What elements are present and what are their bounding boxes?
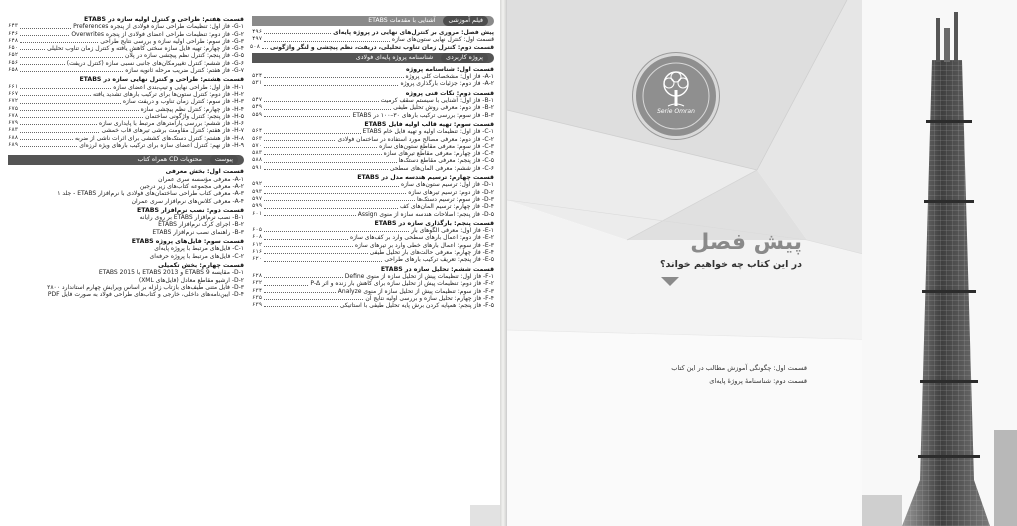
toc-page-number: ۶۵۶ [8,59,19,66]
triangle-marker-icon [661,277,679,286]
toc-entry [8,38,244,45]
toc-page-number: ۶۷۵ [8,105,19,112]
toc-entry [8,120,244,127]
logo-text: Serie Omran [657,108,695,115]
toc-section-heading: قسمت سوم: فایل‌های پروژه ETABS [131,238,244,246]
section-band-project [252,53,494,63]
toc-page-number: ۶۷۹ [8,120,19,127]
toc-entry [252,234,494,241]
toc-leader-dots [264,186,399,187]
toc-leader-dots [264,277,343,278]
appendix-entry: A-۱- معرفی مؤسسه سری عمران [158,175,244,183]
toc-entry [252,128,494,135]
toc-entry-title: G-۲- فاز دوم: تنظیمات طراحی اعضای فولادی از پنجره Overwrites [71,30,244,38]
appendix-entry: C-۱- فایل‌های مرتبط با پروژه پایه‌ای [154,245,244,253]
toc-entry-title: B-۱- فاز اول: آشنایی با سیستم سقف کرمیت [380,97,494,105]
toc-leader-dots [264,154,381,155]
tree-logo-icon [636,56,716,136]
toc-entry-title: C-۳- فاز سوم: معرفی مقاطع ستون‌های سازه [379,142,494,150]
toc-leader-dots [264,253,368,254]
toc-page-number: ۶۶۷ [8,90,19,97]
toc-page-number: ۶۲۸ [252,272,263,279]
toc-leader-dots [264,261,382,262]
toc-page-number: ۵۷۰ [252,142,263,149]
band-tag: پیوست [210,155,238,165]
toc-entry [252,203,494,210]
appendix-entry: B-۳- راهنمای نصب نرم‌افزار ETABS [152,228,244,236]
toc-page-number: ۶۵۸ [8,67,19,74]
toc-leader-dots [264,101,378,102]
toc-entry [8,67,244,74]
toc-entry-title: F-۳- فاز سوم: تنظیمات پیش از تحلیل سازه از منوی Analyze [337,287,494,295]
toc-page-number: ۶۵۰ [8,45,19,52]
toc-page-number: ۶۶۱ [8,83,19,90]
toc-entry [252,302,494,309]
toc-leader-dots [20,139,73,140]
toc-entry-title: H-۳- فاز سوم: کنترل زمان تناوب و دریفت سازه [122,98,244,106]
toc-page-number: ۶۰۵ [252,227,263,234]
toc-leader-dots [264,208,398,209]
toc-page-number: ۶۴۳ [8,23,19,30]
toc-entry [8,135,244,142]
toc-entry [8,52,244,59]
toc-entry [252,143,494,150]
skyscraper-photo [862,0,1017,526]
page-fold [470,505,500,526]
toc-entry [8,91,244,98]
toc-entry-title: H-۲- فاز دوم: کنترل ستون‌ها برای ترکیب بارهای تشدید یافته [93,90,244,98]
toc-entry-title: H-۷- فاز هفتم: کنترل مقاومت برشی تیرهای قاب خمشی [101,127,244,135]
toc-page-number: ۶۰۸ [252,234,263,241]
section-band-appendix [8,155,244,165]
appendix-entry: D-۳- فایل متنی طیف‌های بازتاب زلزله بر اساس ویرایش چهارم استاندارد ۲۸۰۰ [47,283,244,291]
toc-page-number: ۴۹۷ [252,36,263,43]
toc-entry [252,249,494,256]
toc-entry-title: C-۱- فاز اول: تنظیمات اولیه و تهیه فایل خام ETABS [362,128,494,136]
toc-entry-title: E-۵- فاز پنجم: تعریف ترکیب بارهای طراحی [384,256,494,264]
appendix-entry: A-۴- معرفی کلاس‌های نرم‌افزار سری عمران [131,197,244,205]
toc-section-heading: قسمت چهارم: بخش تکمیلی [158,261,244,269]
toc-entry [8,31,244,38]
appendix-entry: D-۱- مقایسه ETABS 9 و ETABS 2013 با ETABS 2015 [98,269,244,277]
toc-page-number: ۶۸۸ [8,134,19,141]
chapter-part-2: قسمت دوم: شناسنامهٔ پروژهٔ پایه‌ای [709,377,807,385]
toc-page-number: ۶۱۶ [252,249,263,256]
toc-leader-dots [264,169,388,170]
toc-entry [252,242,494,249]
toc-entry-title: C-۵- فاز پنجم: معرفی مقاطع دستک‌ها [398,157,494,165]
toc-leader-dots [264,140,335,141]
toc-leader-dots [264,33,331,34]
toc-sections-left [8,16,244,149]
toc-leader-dots [264,231,409,232]
toc-leader-dots [20,103,121,104]
toc-entry [8,23,244,30]
band-label: محتویات CD همراه کتاب [137,156,202,164]
toc-page-number: ۵۸۳ [252,150,263,157]
toc-leader-dots [20,124,97,125]
toc-page-number: ۵۰۸ [249,43,260,50]
chapter-parts [567,362,807,388]
toc-page-number: ۵۴۹ [252,104,263,111]
toc-entry [252,150,494,157]
toc-page-number: ۶۵۲ [8,52,19,59]
toc-entry-title: G-۵- فاز پنجم: کنترل نظم پیچشی سازه در پلان [125,52,244,60]
toc-entry [252,211,494,218]
toc-page-number: ۵۹۷ [252,195,263,202]
toc-sections-right [252,66,494,310]
toc-entry-title: B-۲- فاز دوم: معرفی روش تحلیل طیفی [393,104,494,112]
toc-page-number: ۶۳۵ [252,294,263,301]
toc-page-number: ۵۶۳ [252,135,263,142]
toc-leader-dots [20,35,69,36]
toc-entry-title: E-۳- فاز سوم: اعمال بارهای خطی وارد بر تیرهای سازه [354,241,494,249]
toc-leader-dots [20,95,91,96]
toc-leader-dots [264,239,348,240]
toc-entry [252,80,494,87]
toc-entry-title: G-۳- فاز سوم: طراحی اولیه سازه و بررسی نتایج طراحی [100,37,244,45]
toc-entry [252,189,494,196]
toc-page-number: ۵۲۴ [252,73,263,80]
toc-entry [8,127,244,134]
toc-leader-dots [264,41,390,42]
toc-page-number: ۶۴۸ [8,37,19,44]
toc-entry [8,106,244,113]
appendix-entry: D-۲- ارشیو مقاطع معادل (فایل‌های XML) [138,276,244,284]
chapter-part-1: قسمت اول: چگونگی آموزش مطالب در این کتاب [671,364,807,372]
toc-page-number: ۵۳۱ [252,80,263,87]
toc-entry-title: B-۳- فاز سوم: بررسی ترکیب بارهای ۳۰–۱۰۰ در ETABS [352,111,494,119]
toc-group-intro [249,29,494,51]
toc-entry [8,142,244,149]
toc-entry-title: F-۲- فاز دوم: تنظیمات پیش از تحلیل سازه برای کاهش بار زنده و اثر P-Δ [310,280,494,288]
toc-leader-dots [264,85,398,86]
toc-leader-dots [264,306,338,307]
toc-entry-title: E-۲- فاز دوم: اعمال بارهای سطحی وارد بر کف‌های سازه [350,234,494,242]
toc-entry [252,29,494,36]
toc-entry-title: A-۱- فاز اول: مشخصات کلی پروژه [405,73,494,81]
toc-page-number: ۶۱۲ [252,241,263,248]
toc-leader-dots [264,162,396,163]
band-label: شناسنامه پروژه پایه‌ای فولادی [355,53,434,61]
toc-leader-dots [264,193,406,194]
toc-entry [252,280,494,287]
toc-leader-dots [264,200,415,201]
toc-entry [252,36,494,43]
toc-section-heading: قسمت چهارم: ترسیم هندسه مدل در ETABS [357,174,494,182]
toc-entry-title: H-۸- فاز هشتم: کنترل دستک‌های کششی برای اثرات ناشی از ضربه [74,134,244,142]
toc-leader-dots [264,292,336,293]
toc-right-column [249,14,494,310]
toc-leader-dots [20,117,143,118]
toc-leader-dots [264,285,308,286]
appendix-list [8,168,244,298]
toc-page-number: ۶۷۸ [8,112,19,119]
toc-leader-dots [20,71,123,72]
toc-section-heading: قسمت سوم: تهیه قالب اولیه فایل ETABS [364,120,494,128]
toc-section-heading: قسمت ششم: تحلیل سازه در ETABS [380,265,494,273]
toc-section-heading: قسمت دوم: نکات فنی پروژه [405,89,494,97]
toc-entry-title: پیش فصل: مروری بر کنترل‌های نهایی در پروژه پایه‌ای [333,29,494,36]
toc-entry [252,227,494,234]
band-tag: فیلم آموزشی [443,16,488,26]
appendix-entry: D-۴- آیین‌نامه‌های داخلی، خارجی و کتاب‌های طراحی فولاد به صورت فایل PDF [47,291,244,299]
toc-leader-dots [20,110,139,111]
toc-entry-title: F-۵- فاز پنجم: همپایه کردن برش پایه تحلیل طیفی با استاتیکی [339,302,494,310]
toc-entry [252,181,494,188]
toc-entry-title: H-۵- فاز پنجم: کنترل واژگونی ساختمان [145,112,244,120]
toc-section-heading: قسمت دوم: نصب نرم‌افزار ETABS [136,206,244,214]
toc-entry [8,45,244,52]
toc-entry-title: H-۱- فاز اول: طراحی نهایی و تیپ‌بندی اعضای سازه [113,83,244,91]
toc-leader-dots [264,147,377,148]
toc-entry-title: قسمت اول: کنترل نهایی ستون‌های سازه [391,36,494,44]
toc-entry [8,98,244,105]
toc-entry [252,256,494,263]
band-label: آشنایی با مقدمات ETABS [368,17,436,24]
toc-entry-title: H-۶- فاز ششم: بررسی پارامترهای مرتبط با پایداری سازه [99,120,244,128]
toc-leader-dots [264,109,391,110]
toc-entry [252,196,494,203]
toc-page-number: ۶۳۹ [252,302,263,309]
toc-entry-title: H-۴- فاز چهارم: کنترل نظم پیچشی سازه [140,105,244,113]
toc-entry-title: F-۴- فاز چهارم: تحلیل سازه و بررسی اولیه نتایج آن [365,294,494,302]
toc-leader-dots [20,42,98,43]
appendix-entry: B-۱- نصب نرم‌افزار ETABS بر روی رایانه [139,214,244,222]
toc-entry [249,43,494,51]
toc-leader-dots [20,132,99,133]
toc-leader-dots [264,299,363,300]
chapter-subtitle: در این کتاب چه خواهیم خواند؟ [660,259,802,270]
toc-entry [252,157,494,164]
toc-leader-dots [264,133,360,134]
toc-page-number: ۵۴۷ [252,97,263,104]
toc-page-number: ۴۹۶ [252,29,263,35]
toc-leader-dots [20,88,111,89]
toc-section-heading: قسمت پنجم: بارگذاری سازه در ETABS [374,219,494,227]
toc-page-number: ۶۷۲ [8,98,19,105]
toc-page-number: ۶۳۴ [252,287,263,294]
chapter-opener-page [506,0,1017,526]
toc-section-heading: قسمت هشتم: طراحی و کنترل نهایی سازه در ETABS [79,76,244,84]
appendix-entry: A-۲- معرفی مجموعه کتاب‌های زیر درجین [139,182,244,190]
appendix-entry: C-۲- فایل‌های مرتبط با پروژه حرفه‌ای [149,252,244,260]
toc-entry [252,112,494,119]
publisher-logo [633,53,719,139]
toc-left-column [8,14,244,298]
toc-entry [252,97,494,104]
toc-entry-title: G-۱- فاز اول: تنظیمات طراحی سازه فولادی از پنجره Preferences [73,23,244,31]
toc-entry [252,273,494,280]
toc-page-number: ۵۶۴ [252,128,263,135]
toc-page-number: ۵۵۹ [252,111,263,118]
toc-section-heading: قسمت اول: شناسنامه پروژه [405,65,494,73]
chapter-title-block [587,230,802,270]
toc-entry-title: E-۱- فاز اول: معرفی الگوهای بار [411,227,494,235]
toc-entry-title: D-۴- فاز چهارم: ترسیم المان‌های کف [399,203,494,211]
toc-page-number: ۶۲۰ [252,256,263,263]
toc-entry-title: C-۲- فاز دوم: معرفی مصالح مورد استفاده در ساختمان فولادی [337,135,494,143]
chapter-title: پیش فصل [690,230,802,255]
toc-entry [8,113,244,120]
toc-entry-title: H-۹- فاز نهم: کنترل اعضای سازه برای ترکیب بارهای ویژه لرزه‌ای [79,142,244,150]
toc-entry-title: C-۶- فاز ششم: معرفی المان‌های سطحی [389,164,494,172]
toc-entry [252,104,494,111]
toc-leader-dots [20,28,71,29]
toc-leader-dots [264,116,350,117]
toc-entry [252,295,494,302]
toc-leader-dots [262,48,268,49]
toc-leader-dots [264,215,356,216]
toc-entry-title: D-۵- فاز پنجم: اصلاحات هندسه سازه از منوی Assign [357,210,494,218]
toc-page-number: ۵۸۸ [252,157,263,164]
toc-leader-dots [20,49,45,50]
section-band-video [252,16,494,26]
toc-page-number: ۵۹۹ [252,203,263,210]
toc-entry-title: F-۱- فاز اول: تنظیمات پیش از تحلیل سازه از منوی Define [344,272,494,280]
toc-page-number: ۶۰۱ [252,210,263,217]
toc-entry [8,60,244,67]
toc-page-number: ۶۸۳ [8,127,19,134]
toc-entry-title: D-۱- فاز اول: ترسیم ستون‌های سازه [401,181,494,189]
appendix-entry: B-۲- اجرای کرک نرم‌افزار ETABS [158,221,244,229]
toc-page-number: ۶۸۹ [8,142,19,149]
toc-entry-title: D-۳- فاز سوم: ترسیم دستک‌ها [417,195,494,203]
appendix-entry: A-۳- معرفی کتاب طراحی ساختمان‌های فولادی با نرم‌افزار ETABS - جلد ۱ [57,190,244,198]
toc-entry-title: G-۴- فاز چهارم: تهیه فایل سازه سختی کاهش یافته و کنترل زمان تناوب تحلیلی [47,45,244,53]
toc-leader-dots [20,57,123,58]
toc-page-number: ۵۹۲ [252,181,263,188]
toc-entry-title: E-۴- فاز چهارم: معرفی حالت‌های بار تحلیل طیفی [369,249,494,257]
toc-section-heading: قسمت هفتم: طراحی و کنترل اولیه سازه در ETABS [84,16,244,23]
band-tag: پروژه کاربردی [441,53,488,63]
toc-leader-dots [264,246,353,247]
toc-entry-title: G-۶- فاز ششم: کنترل تغییرمکان‌های جانبی نسبی سازه (کنترل دریفت) [66,59,244,67]
toc-entry [252,165,494,172]
toc-page-number: ۶۴۶ [8,30,19,37]
toc-page [0,0,501,526]
toc-leader-dots [20,64,65,65]
toc-leader-dots [264,77,403,78]
toc-entry [8,84,244,91]
toc-entry [252,136,494,143]
toc-entry-title: قسمت دوم: کنترل زمان تناوب تحلیلی، دریفت، نظم پیچشی و لنگر واژگونی [269,43,494,51]
toc-section-heading: قسمت اول: بخش معرفی [165,168,244,176]
toc-entry-title: C-۴- فاز چهارم: معرفی مقاطع تیرهای سازه [383,150,494,158]
toc-entry-title: A-۲- فاز دوم: جزئیات بارگذاری پروژه [400,80,494,88]
toc-page-number: ۶۳۲ [252,280,263,287]
toc-page-number: ۵۹۳ [252,188,263,195]
toc-entry [252,288,494,295]
toc-page-number: ۵۹۱ [252,164,263,171]
toc-entry-title: G-۷- فاز هفتم: کنترل ضریب مرحله ثانویه سازه [125,67,244,75]
toc-entry-title: D-۲- فاز دوم: ترسیم تیرهای سازه [408,188,494,196]
toc-leader-dots [20,146,77,147]
